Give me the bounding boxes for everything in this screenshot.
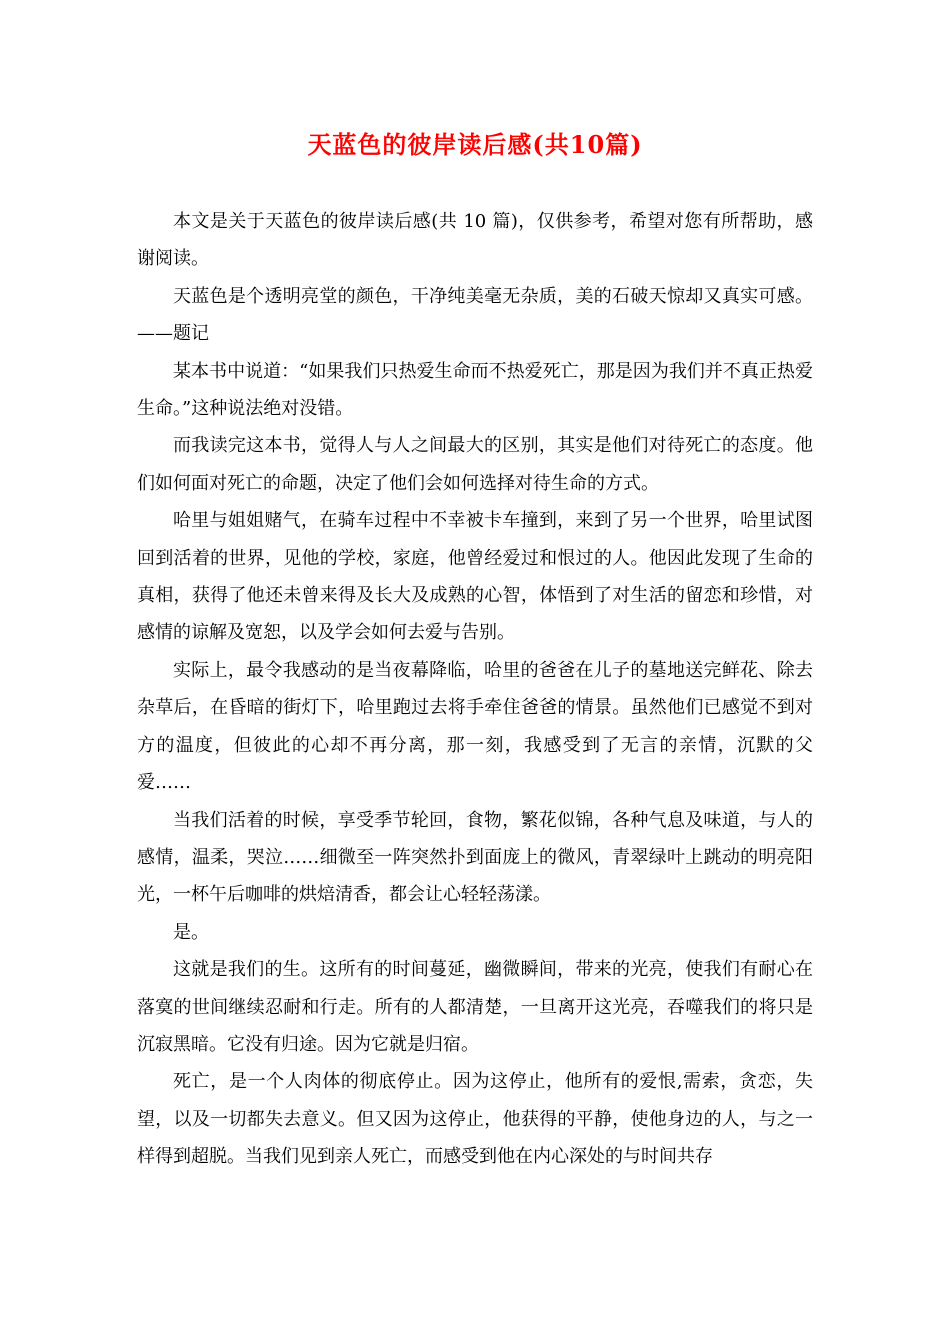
paragraph: 本文是关于天蓝色的彼岸读后感(共 10 篇)，仅供参考，希望对您有所帮助，感谢阅读。 [137,211,813,270]
paragraph: 当我们活着的时候，享受季节轮回，食物，繁花似锦，各种气息及味道，与人的感情，温柔，哭泣……细微至一阵突然扑到面庞上的微风，青翠绿叶上跳动的明亮阳光，一杯午后咖啡的烘焙清香，都会让心轻轻荡漾。 [137,809,813,906]
paragraph: 哈里与姐姐赌气，在骑车过程中不幸被卡车撞到，来到了另一个世界，哈里试图回到活着的世界，见他的学校，家庭，他曾经爱过和恨过的人。他因此发现了生命的真相，获得了他还未曾来得及长大及成熟的心智，体悟到了对生活的留恋和珍惜，对感情的谅解及宽恕，以及学会如何去爱与告别。 [137,510,813,644]
paragraph: 某本书中说道：“如果我们只热爱生命而不热爱死亡，那是因为我们并不真正热爱生命。”这种说法绝对没错。 [137,360,813,420]
paragraph: 这就是我们的生。这所有的时间蔓延，幽微瞬间，带来的光亮，使我们有耐心在落寞的世间继续忍耐和行走。所有的人都清楚，一旦离开这光亮，吞噬我们的将只是沉寂黑暗。它没有归途。因为它就是归宿。 [137,959,813,1055]
paragraph: 而我读完这本书，觉得人与人之间最大的区别，其实是他们对待死亡的态度。他们如何面对死亡的命题，决定了他们会如何选择对待生命的方式。 [137,435,813,494]
paragraph: 是。 [173,921,209,943]
document-title: 天蓝色的彼岸读后感(共10篇) [307,130,643,159]
paragraph: 实际上，最令我感动的是当夜幕降临，哈里的爸爸在儿子的墓地送完鲜花、除去杂草后，在昏暗的街灯下，哈里跑过去将手牵住爸爸的情景。虽然他们已感觉不到对方的温度，但彼此的心却不再分离，那一刻，我感受到了无言的亲情，沉默的父爱…… [137,659,813,794]
paragraph: 天蓝色是个透明亮堂的颜色，干净纯美毫无杂质，美的石破天惊却又真实可感。——题记 [137,285,813,345]
document-body [137,203,813,1176]
paragraph: 死亡，是一个人肉体的彻底停止。因为这停止，他所有的爱恨,需索，贪恋，失望，以及一切都失去意义。但又因为这停止，他获得的平静，使他身边的人，与之一样得到超脱。当我们见到亲人死亡，而感受到他在内心深处的与时间共存 [137,1071,813,1168]
